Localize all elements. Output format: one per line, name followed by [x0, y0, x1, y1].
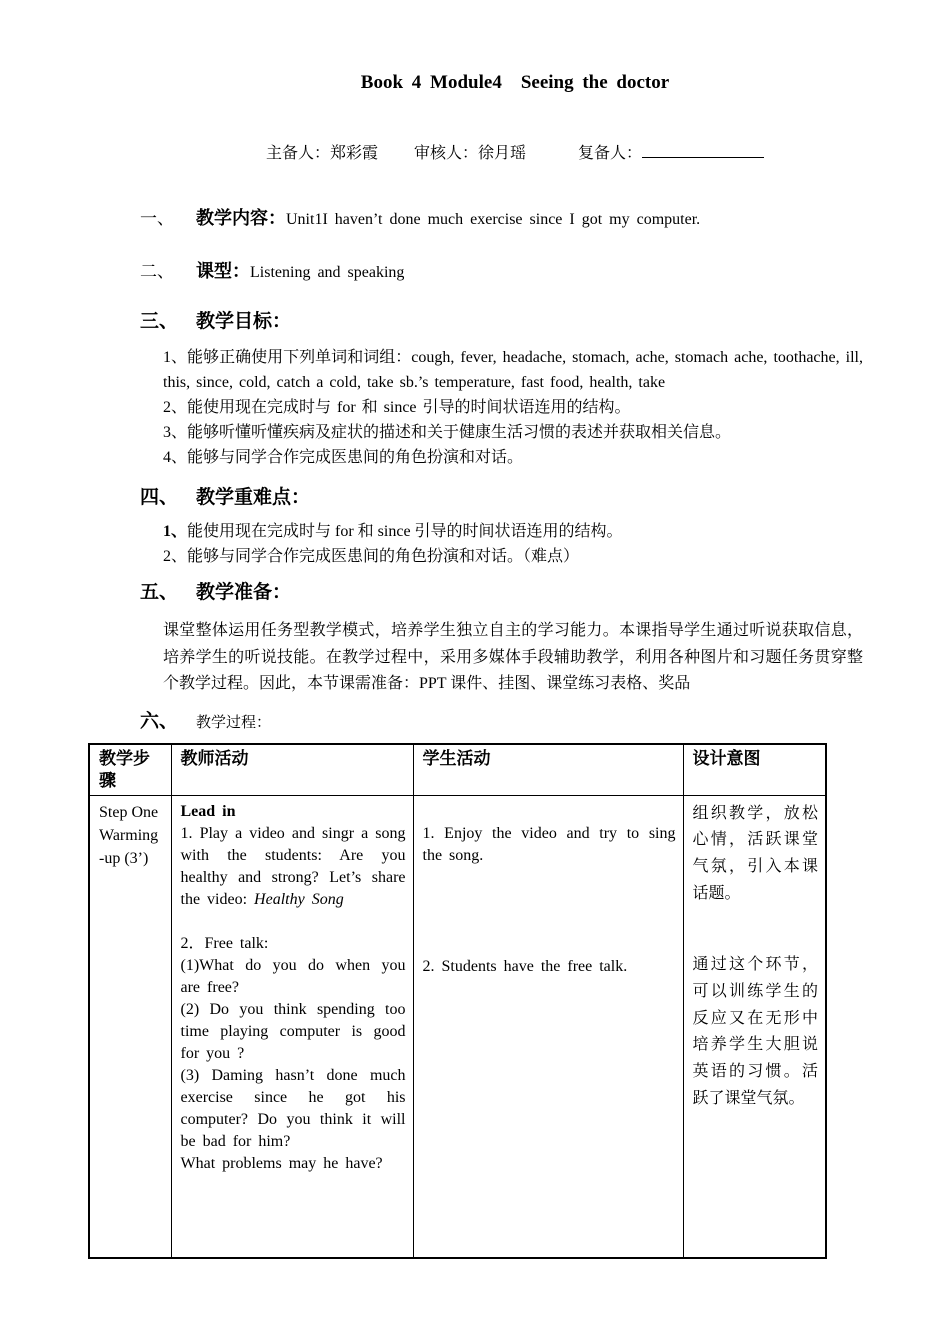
song-title: Healthy Song [254, 890, 344, 908]
item-text: 能使用现在完成时与 for 和 since 引导的时间状语连用的结构。 [187, 523, 623, 540]
reviewer-label: 审核人： [413, 145, 478, 162]
teacher-activity-1 [181, 823, 406, 911]
objective-item: 2、能使用现在完成时与 for 和 since 引导的时间状语连用的结构。 [163, 399, 631, 416]
repreparer-label: 复备人： [578, 145, 643, 162]
cell-teacher-activity [171, 795, 413, 1258]
section-text: Listening and speaking [250, 264, 405, 281]
objectives-list [163, 345, 863, 470]
item-marker: 2、 [163, 548, 188, 565]
table-header-row [89, 744, 826, 796]
header-teaching-steps: 教学步骤 [89, 744, 171, 796]
key-points-list [163, 519, 863, 569]
section-teaching-objectives [140, 308, 862, 337]
section-number: 二、 [140, 262, 174, 281]
preparer-label: 主备人： [265, 145, 330, 162]
blank-underline [642, 143, 764, 158]
teacher-activity-1-text: 1. Play a video and singr a song with the students: Are you healthy and strong? Let’s share the video: [180, 824, 406, 908]
table-row [89, 795, 826, 1258]
section-number: 一、 [140, 209, 174, 228]
section-heading: 教学内容： [196, 208, 286, 228]
section-number: 三、 [140, 311, 179, 332]
item-text: 能够与同学合作完成医患间的角色扮演和对话。（难点） [187, 548, 580, 565]
section-text: Unit1I haven’t done much exercise since I got my computer. [286, 211, 701, 228]
page-title: Book 4 Module4 Seeing the doctor [360, 72, 670, 93]
objective-item: 3、能够听懂听懂疾病及症状的描述和关于健康生活习惯的表述并获取相关信息。 [163, 424, 732, 441]
step-line: Warming [99, 826, 159, 844]
free-talk-question-3: (3) Daming hasn’t done much exercise since he got his computer? Do you think it will be bad for him? [180, 1066, 406, 1150]
objective-item: 1、能够正确使用下列单词和词组：cough, fever, headache, stomach, ache, stomach ache, toothache, ill, this, since, cold, catch a cold, take sb.’s temperature, fast food, health, take [163, 349, 863, 391]
header-design-intent: 设计意图 [683, 744, 826, 796]
free-talk-question-1: (1)What do you do when you are free? [180, 956, 406, 996]
design-intent-1: 组织教学，放松心情，活跃课堂气氛，引入本课话题。 [692, 804, 818, 902]
section-number: 五、 [140, 582, 179, 603]
teacher-lead-in: Lead in [180, 802, 236, 820]
cell-design-intent [683, 795, 826, 1258]
cell-student-activity [413, 795, 683, 1258]
key-point-item [163, 519, 863, 544]
step-line: -up (3’) [99, 849, 149, 867]
preparer-name: 郑彩霞 [329, 145, 378, 162]
section-heading: 课型： [196, 261, 250, 281]
section-heading: 教学过程： [196, 714, 272, 731]
section-number: 四、 [140, 487, 179, 508]
section-number: 六、 [140, 710, 179, 732]
section-teaching-process [140, 710, 862, 735]
section-teaching-preparation [140, 579, 862, 608]
section-key-difficult-points [140, 484, 862, 513]
section-heading: 教学重难点： [196, 487, 311, 508]
step-line: Step One [99, 803, 159, 821]
header-teacher-activity: 教师活动 [171, 744, 413, 796]
preparer-group [266, 143, 378, 165]
reviewer-name: 徐月瑶 [478, 145, 527, 162]
objective-item: 4、能够与同学合作完成医患间的角色扮演和对话。 [163, 449, 524, 466]
student-activity-1: 1. Enjoy the video and try to sing the song. [422, 824, 676, 864]
cell-step [89, 795, 171, 1258]
section-heading: 教学准备： [196, 582, 292, 603]
student-activity-2: 2. Students have the free talk. [422, 957, 628, 975]
reviewer-group [414, 143, 526, 165]
free-talk-question-2: (2) Do you think spending too time playing computer is good for you ? [180, 1000, 406, 1062]
design-intent-2: 通过这个环节，可以训练学生的反应又在无形中培养学生大胆说英语的习惯。活跃了课堂气氛。 [692, 956, 818, 1107]
repreparer-group [578, 143, 764, 165]
byline [168, 143, 862, 165]
teaching-process-table [88, 743, 827, 1260]
free-talk-question-4: What problems may he have? [180, 1154, 383, 1172]
key-point-item [163, 544, 863, 569]
header-student-activity: 学生活动 [413, 744, 683, 796]
item-marker: 1、 [163, 523, 188, 540]
section-heading: 教学目标： [196, 311, 292, 332]
preparation-paragraph: 课堂整体运用任务型教学模式，培养学生独立自主的学习能力。本课指导学生通过听说获取信息，培养学生的听说技能。在教学过程中，采用多媒体手段辅助教学，利用各种图片和习题任务贯穿整个教学过程。因此，本节课需准备：PPT 课件、挂图、课堂练习表格、奖品 [163, 622, 863, 692]
teacher-activity-2: 2．Free talk: [180, 934, 269, 952]
section-teaching-content [140, 205, 862, 233]
section-lesson-type [140, 258, 862, 286]
